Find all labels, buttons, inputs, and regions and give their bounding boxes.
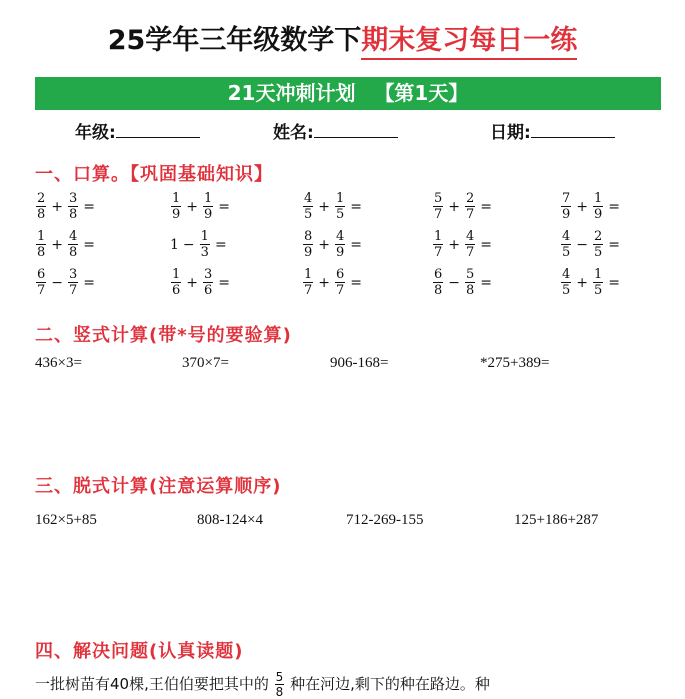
fraction: $\frac{1}{6}$ xyxy=(172,267,181,298)
fraction: $\frac{3}{6}$ xyxy=(204,267,213,298)
fraction: $\frac{2}{7}$ xyxy=(466,191,475,222)
fraction: $\frac{1}{9}$ xyxy=(172,191,181,222)
fraction: $\frac{1}{5}$ xyxy=(336,191,345,222)
oral-calc-problem xyxy=(35,192,99,221)
word-problem-text xyxy=(35,671,490,698)
step-calc-item: 162×5+85 xyxy=(35,512,97,528)
equals-sign: = xyxy=(218,198,231,215)
section3-title: 三、脱式计算(注意运算顺序) xyxy=(35,476,282,497)
equals-sign: = xyxy=(218,274,231,291)
operator: + xyxy=(186,198,199,215)
fraction: $\frac{8}{9}$ xyxy=(304,229,313,260)
fraction: $\frac{1}{9}$ xyxy=(594,191,603,222)
page-title xyxy=(0,18,685,57)
plan-banner xyxy=(35,77,661,110)
fraction: $\frac{1}{3}$ xyxy=(200,229,209,260)
operator: + xyxy=(318,236,331,253)
fraction: $\frac{4}{5}$ xyxy=(562,267,571,298)
fraction: $\frac{3}{8}$ xyxy=(69,191,78,222)
whole-number: 1 xyxy=(170,236,179,253)
operator: − xyxy=(182,236,195,253)
operator: − xyxy=(448,274,461,291)
title-part2: 期末复习每日一练 xyxy=(361,25,577,60)
operator: + xyxy=(576,198,589,215)
fraction: $\frac{2}{8}$ xyxy=(37,191,46,222)
oral-calc-problem xyxy=(302,268,366,297)
date-blank xyxy=(531,123,615,138)
operator: + xyxy=(576,274,589,291)
fraction: $\frac{6}{7}$ xyxy=(336,267,345,298)
oral-calc-problem xyxy=(35,268,99,297)
fraction: $\frac{4}{5}$ xyxy=(562,229,571,260)
oral-calc-problem xyxy=(170,230,231,259)
fraction: $\frac{4}{8}$ xyxy=(69,229,78,260)
fraction: $\frac{6}{8}$ xyxy=(434,267,443,298)
step-calc-item: 808-124×4 xyxy=(197,512,263,528)
day-label: 【第1天】 xyxy=(374,81,469,105)
name-field xyxy=(273,118,398,143)
section4-title: 四、解决问题(认真读题) xyxy=(35,641,244,662)
equals-sign: = xyxy=(480,236,493,253)
plan-label: 21天冲刺计划 xyxy=(227,81,356,105)
oral-calc-problem xyxy=(302,192,366,221)
oral-calc-problem xyxy=(560,268,624,297)
equals-sign: = xyxy=(83,274,96,291)
operator: + xyxy=(51,236,64,253)
title-part1: 25学年三年级数学下 xyxy=(107,25,362,56)
fraction: $\frac{1}{5}$ xyxy=(594,267,603,298)
oral-calc-problem xyxy=(560,192,624,221)
date-field xyxy=(490,118,615,143)
problem-text-after: 种在河边,剩下的种在路边。种 xyxy=(290,675,490,693)
operator: + xyxy=(448,236,461,253)
equals-sign: = xyxy=(350,236,363,253)
fraction: $\frac{5}{7}$ xyxy=(434,191,443,222)
operator: + xyxy=(448,198,461,215)
name-blank xyxy=(314,123,398,138)
oral-calc-problem xyxy=(35,230,99,259)
equals-sign: = xyxy=(350,274,363,291)
equals-sign: = xyxy=(214,236,227,253)
step-calc-item: 125+186+287 xyxy=(514,512,599,528)
grade-label: 年级: xyxy=(75,123,116,143)
equals-sign: = xyxy=(83,198,96,215)
fraction: $\frac{4}{9}$ xyxy=(336,229,345,260)
oral-calc-problem xyxy=(432,268,496,297)
grade-field xyxy=(75,118,200,143)
fraction: $\frac{1}{7}$ xyxy=(304,267,313,298)
oral-calc-problem xyxy=(170,268,234,297)
name-label: 姓名: xyxy=(273,123,314,143)
equals-sign: = xyxy=(608,236,621,253)
fraction: $\frac{4}{5}$ xyxy=(304,191,313,222)
vertical-calc-item: 436×3= xyxy=(35,355,82,371)
vertical-calc-item: 906-168= xyxy=(330,355,389,371)
equals-sign: = xyxy=(83,236,96,253)
operator: + xyxy=(51,198,64,215)
equals-sign: = xyxy=(608,274,621,291)
fraction: $\frac{7}{9}$ xyxy=(562,191,571,222)
operator: + xyxy=(318,198,331,215)
fraction: $\frac{2}{5}$ xyxy=(594,229,603,260)
date-label: 日期: xyxy=(490,123,531,143)
fraction: $\frac{1}{7}$ xyxy=(434,229,443,260)
fraction: $\frac{4}{7}$ xyxy=(466,229,475,260)
equals-sign: = xyxy=(608,198,621,215)
section1-title: 一、口算。【巩固基础知识】 xyxy=(35,164,273,185)
fraction: $\frac{6}{7}$ xyxy=(37,267,46,298)
grade-blank xyxy=(116,123,200,138)
vertical-calc-item: *275+389= xyxy=(480,355,550,371)
section2-title: 二、竖式计算(带*号的要验算) xyxy=(35,325,292,346)
oral-calc-problem xyxy=(170,192,234,221)
equals-sign: = xyxy=(480,274,493,291)
problem-text-before: 一批树苗有40棵,王伯伯要把其中的 xyxy=(35,675,269,693)
vertical-calc-item: 370×7= xyxy=(182,355,229,371)
fraction: $\frac{1}{9}$ xyxy=(204,191,213,222)
operator: − xyxy=(576,236,589,253)
oral-calc-problem xyxy=(302,230,366,259)
equals-sign: = xyxy=(480,198,493,215)
operator: + xyxy=(318,274,331,291)
operator: − xyxy=(51,274,64,291)
oral-calc-problem xyxy=(432,192,496,221)
fraction: $\frac{1}{8}$ xyxy=(37,229,46,260)
oral-calc-problem xyxy=(432,230,496,259)
problem-fraction: $\frac{5}{8}$ xyxy=(275,670,284,699)
fraction: $\frac{3}{7}$ xyxy=(69,267,78,298)
operator: + xyxy=(186,274,199,291)
oral-calc-problem xyxy=(560,230,624,259)
step-calc-item: 712-269-155 xyxy=(346,512,424,528)
equals-sign: = xyxy=(350,198,363,215)
fraction: $\frac{5}{8}$ xyxy=(466,267,475,298)
